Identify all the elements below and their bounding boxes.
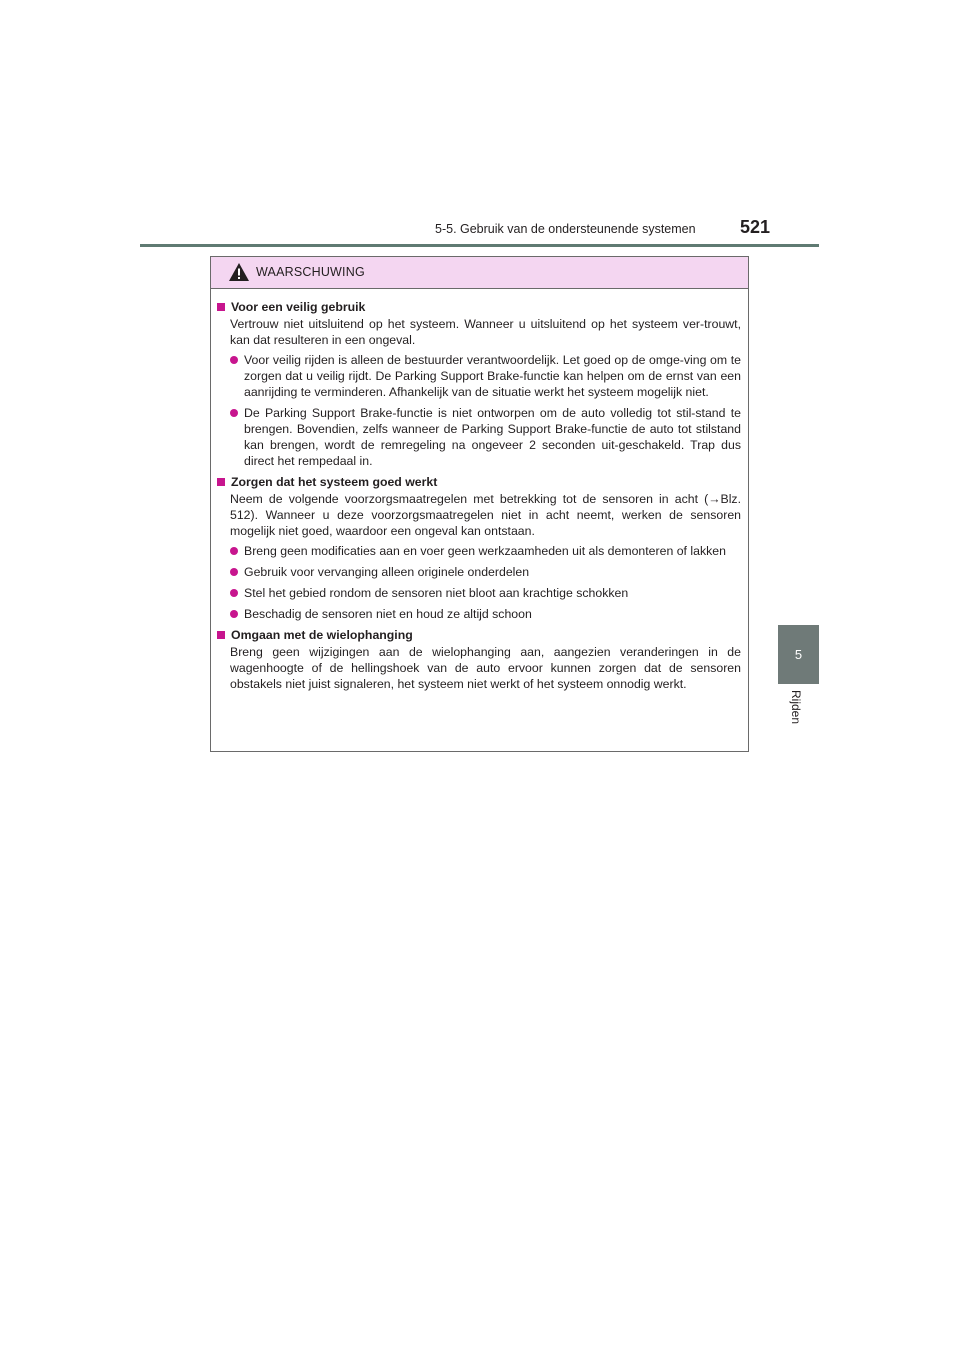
header-divider	[140, 244, 819, 247]
round-bullet-icon	[230, 547, 238, 555]
list-item-text: Stel het gebied rondom de sensoren niet bloot aan krachtige schokken	[244, 586, 629, 600]
section-title: 5-5. Gebruik van de ondersteunende systemen	[435, 222, 696, 236]
list-item-text: De Parking Support Brake-functie is niet ontworpen om de auto volledig tot stil-stand te brengen. Bovendien, zelfs wanneer de Parking Support Brake-functie de auto tot stilstand kan brengen, wordt de remregeling na ongeveer 2 seconden uit-geschakeld. Trap dus direct het rempedaal in.	[244, 406, 741, 468]
square-bullet-icon	[217, 478, 225, 486]
list-item	[230, 585, 741, 601]
warning-box	[210, 256, 749, 752]
round-bullet-icon	[230, 409, 238, 417]
list-item-text: Breng geen modificaties aan en voer geen werkzaamheden uit als demonteren of lakken	[244, 544, 726, 558]
chapter-number: 5	[794, 647, 803, 662]
section-heading-text: Zorgen dat het systeem goed werkt	[231, 475, 438, 489]
page-number: 521	[740, 217, 771, 237]
round-bullet-icon	[230, 589, 238, 597]
chapter-tab	[778, 625, 819, 684]
list-item	[230, 352, 741, 400]
section-heading-text: Omgaan met de wielophanging	[231, 628, 413, 642]
round-bullet-icon	[230, 356, 238, 364]
warning-section	[216, 299, 741, 469]
section-paragraph: Vertrouw niet uitsluitend op het systeem. Wanneer u uitsluitend op het systeem ver-trouwt, kan dat resulteren in een ongeval.	[230, 317, 741, 347]
list-item	[230, 564, 741, 580]
warning-title: WAARSCHUWING	[256, 265, 365, 279]
warning-body	[211, 289, 748, 692]
list-item-text: Voor veilig rijden is alleen de bestuurder verantwoordelijk. Let goed op de omge-ving om te zorgen dat u veilig rijdt. De Parking Support Brake-functie kan helpen om de ernst van een aanrijding te verminderen. Afhankelijk van de situatie werkt het systeem mogelijk niet.	[244, 353, 741, 399]
warning-header	[211, 257, 748, 289]
list-item	[230, 405, 741, 469]
round-bullet-icon	[230, 568, 238, 576]
section-heading	[216, 299, 741, 315]
list-item	[230, 606, 741, 622]
section-heading	[216, 627, 741, 643]
list-item-text: Beschadig de sensoren niet en houd ze altijd schoon	[244, 607, 532, 621]
square-bullet-icon	[217, 303, 225, 311]
section-heading-text: Voor een veilig gebruik	[231, 300, 366, 314]
list-item	[230, 543, 741, 559]
warning-section	[216, 627, 741, 692]
list-item-text: Gebruik voor vervanging alleen originele onderdelen	[244, 565, 530, 579]
round-bullet-icon	[230, 610, 238, 618]
section-heading	[216, 474, 741, 490]
square-bullet-icon	[217, 631, 225, 639]
warning-section	[216, 474, 741, 622]
section-paragraph: Neem de volgende voorzorgsmaatregelen met betrekking tot de sensoren in acht (→Blz. 512). Wanneer u deze voorzorgsmaatregelen niet in acht neemt, werken de sensoren mogelijk niet goed, waardoor een ongeval kan ontstaan.	[230, 492, 741, 538]
chapter-label: Rijden	[789, 690, 803, 725]
warning-triangle-icon	[228, 262, 250, 282]
section-paragraph: Breng geen wijzigingen aan de wielophanging aan, aangezien veranderingen in de wagenhoogte of de hellingshoek van de auto ervoor kunnen zorgen dat de sensoren obstakels niet juist signaleren, het systeem niet werkt of het systeem onnodig werkt.	[230, 645, 741, 691]
